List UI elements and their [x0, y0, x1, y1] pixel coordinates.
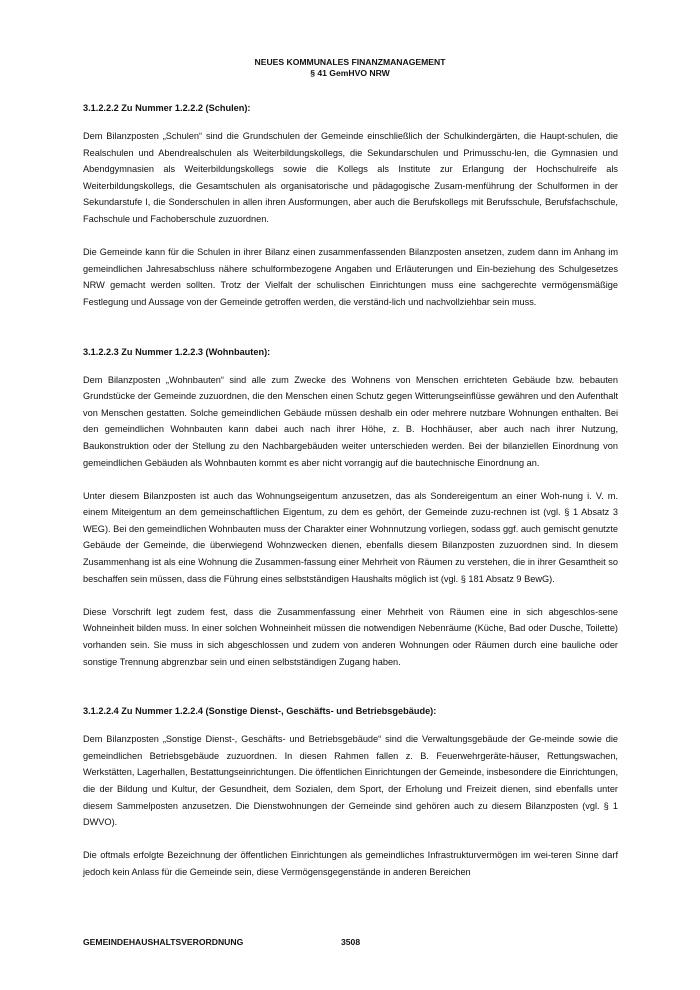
paragraph: Dem Bilanzposten „Sonstige Dienst-, Geschäfts- und Betriebsgebäude“ sind die Verwaltungsgebäude der Ge-meinde sowie die gemeindlichen Betriebsgebäude zuzuordnen. In diesen Rahmen fallen z. B. Feuerwehrgeräte-häuser, Rettungswachen, Werkstätten, Lagerhallen, Bestattungseinrichtungen. Die öffentlichen Einrichtungen der Gemeinde, insbesondere die Einrichtungen, die der Bildung und Kultur, der Gesundheit, dem Sozialen, dem Sport, der Erholung und Freizeit dienen, sind ebenfalls unter diesem Sammelposten anzusetzen. Die Dienstwohnungen der Gemeinde sind gehören auch zu diesem Bilanzposten (vgl. § 1 DWVO).: [83, 734, 618, 828]
paragraph: Dem Bilanzposten „Wohnbauten“ sind alle zum Zwecke des Wohnens von Menschen errichteten Gebäude bzw. bebauten Grundstücke der Gemeinde zuzuordnen, die den Menschen einen Schutz gegen Witterungseinflüsse gewähren und den Aufenthalt von Menschen gestatten. Solche gemeindlichen Gebäude müssen deshalb ein oder mehrere nutzbare Wohnungen enthalten. Bei den gemeindlichen Wohnbauten kann dabei auch nach ihrer Höhe, z. B. Hochhäuser, aber auch nach ihrer Nutzung, Baukonstruktion oder der Stellung zu den Nachbargebäuden weiter unterschieden werden. Bei der bilanziellen Einordnung von gemeindlichen Gebäuden als Wohnbauten kommt es aber nicht vorrangig auf die bautechnische Einordnung an.: [83, 374, 618, 468]
section-heading: 3.1.2.2.2 Zu Nummer 1.2.2.2 (Schulen):: [83, 103, 251, 113]
paragraph: Die oftmals erfolgte Bezeichnung der öffentlichen Einrichtungen als gemeindliches Infrastrukturvermögen im wei-teren Sinne darf jedoch kein Anlass für die Gemeinde sein, diese Vermögensgegenstände in anderen Bereichen: [83, 850, 618, 877]
page-number: 3508: [341, 937, 361, 947]
section-schulen: [83, 102, 618, 311]
section-heading: 3.1.2.2.4 Zu Nummer 1.2.2.4 (Sonstige Dienst-, Geschäfts- und Betriebsgebäude):: [83, 706, 437, 717]
document-body: [83, 102, 618, 881]
section-heading: 3.1.2.2.3 Zu Nummer 1.2.2.3 (Wohnbauten):: [83, 346, 271, 357]
paragraph: Unter diesem Bilanzposten ist auch das Wohnungseigentum anzusetzen, das als Sondereigentum an einer Woh-nung i. V. m. einem Miteigentum an dem gemeinschaftlichen Eigentum, zu dem es gehört, der Gemeinde zuzu-rechnen ist (vgl. § 1 Absatz 3 WEG). Bei den gemeindlichen Wohnbauten muss der Charakter einer Wohnnutzung vorliegen, sodass ggf. auch gemischt genutzte Gebäude der Gemeinde, die überwiegend Wohnzwecken dienen, ebenfalls diesem Bilanzposten zuzuordnen sind. In diesem Zusammenhang ist als eine Wohnung die Zusammen-fassung einer Mehrheit von Räumen zu verstehen, die in ihrer Gesamtheit so beschaffen sein müssen, dass die Führung eines selbstständigen Haushalts möglich ist (vgl. § 181 Absatz 9 BewG).: [83, 490, 618, 584]
paragraph: Diese Vorschrift legt zudem fest, dass die Zusammenfassung einer Mehrheit von Räumen eine in sich abgeschlos-sene Wohneinheit bilden muss. In einer solchen Wohneinheit müssen die notwendigen Nebenräume (Küche, Bad oder Dusche, Toilette) vorhanden sein. Sie muss in sich abgeschlossen und zudem von anderen Wohnungen oder Räumen durch eine bauliche oder sonstige Trennung abgrenzbar sein und einen selbstständigen Zugang haben.: [83, 606, 618, 667]
header-subtitle: § 41 GemHVO NRW: [310, 68, 390, 78]
section-wohnbauten: [83, 346, 618, 671]
header-title: NEUES KOMMUNALES FINANZMANAGEMENT: [254, 57, 446, 67]
section-sonstige-gebaeude: [83, 705, 618, 880]
paragraph: Die Gemeinde kann für die Schulen in ihrer Bilanz einen zusammenfassenden Bilanzposten ansetzen, zudem dann im Anhang im gemeindlichen Jahresabschluss nähere schulformbezogene Angaben und Erläuterungen und Ein-beziehung des Schulgesetzes NRW gemacht werden sollten. Trotz der Vielfalt der schulischen Einrichtungen muss eine sachgerechte vermögensmäßige Festlegung und Aussage von der Gemeinde getroffen werden, die verständ-lich und nachvollziehbar sein muss.: [83, 247, 618, 307]
footer-title: GEMEINDEHAUSHALTSVERORDNUNG: [83, 937, 244, 947]
page-header: [0, 57, 700, 79]
paragraph: Dem Bilanzposten „Schulen“ sind die Grundschulen der Gemeinde einschließlich der Schulkindergärten, die Haupt-schulen, die Realschulen und Abendrealschulen als Weiterbildungskollegs, die Sekundarschulen und Primusschu-len, die Gymnasien und Abendgymnasien als Weiterbildungskollegs sowie die Kollegs als Institute zur Erlangung der Hochschulreife als Weiterbildungskollegs, die Gesamtschulen als organisatorische und pädagogische Zusam-menführung der Schulformen in der Sekundarstufe I, die Sonderschulen in allen ihren Ausformungen, aber auch die Berufskollegs mit Berufsschule, Berufsfachschule, Fachschule und Fachoberschule zuzuordnen.: [83, 131, 618, 224]
